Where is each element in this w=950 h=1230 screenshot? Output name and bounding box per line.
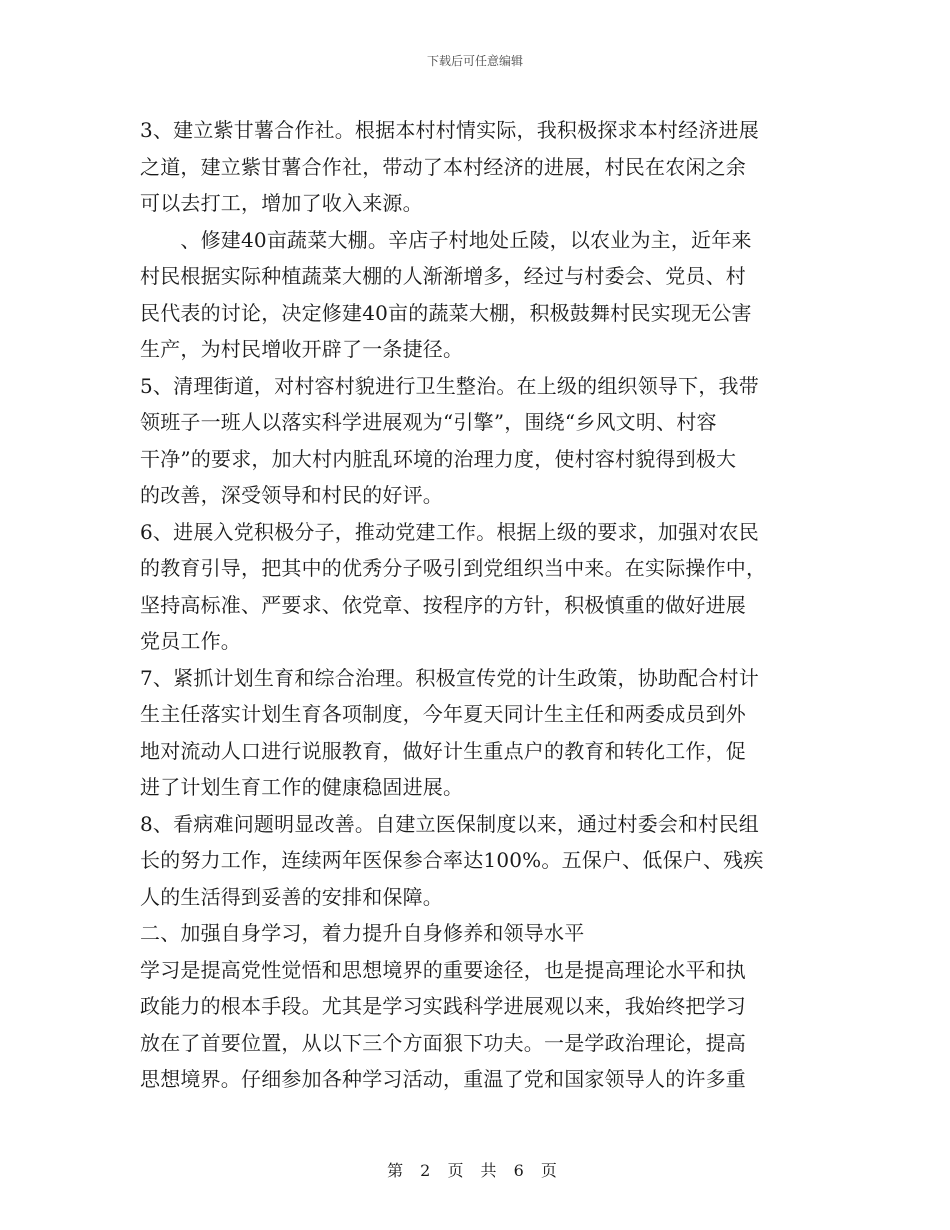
text-line: 领班子一班人以落实科学进展观为“引擎”，围绕“乡风文明、村容	[140, 410, 717, 434]
text-line: 生主任落实计划生育各项制度，今年夏天同计生主任和两委成员到外	[140, 702, 746, 726]
text-line: 放在了首要位置，从以下三个方面狠下功夫。一是学政治理论，提高	[140, 1030, 746, 1055]
text-line: 的改善，深受领导和村民的好评。	[140, 483, 443, 507]
text-line: 3、建立紫甘薯合作社。根据本村村情实际，我积极探求本村经济进展	[140, 118, 759, 142]
document-body	[140, 112, 820, 1098]
text-line: 进了计划生育工作的健康稳固进展。	[140, 775, 464, 799]
text-line: 人的生活得到妥善的安排和保障。	[140, 884, 443, 909]
text-line: 村民根据实际种植蔬菜大棚的人渐渐增多，经过与村委会、党员、村	[140, 264, 746, 288]
text-line: 学习是提高党性觉悟和思想境界的重要途径，也是提高理论水平和执	[140, 957, 746, 982]
text-line: 7、紧抓计划生育和综合治理。积极宣传党的计生政策，协助配合村计	[140, 665, 759, 690]
text-line: 的教育引导，把其中的优秀分子吸引到党组织当中来。在实际操作中，	[140, 556, 767, 580]
text-line: 干净”的要求，加大村内脏乱环境的治理力度，使村容村貌得到极大	[140, 446, 737, 471]
text-line: 思想境界。仔细参加各种学习活动，重温了党和国家领导人的许多重	[140, 1067, 746, 1091]
text-line: 生产，为村民增收开辟了一条捷径。	[140, 337, 464, 361]
text-line: 政能力的根本手段。尤其是学习实践科学进展观以来，我始终把学习	[140, 994, 746, 1018]
page-number-footer: 第 2 页 共 6 页	[387, 1161, 563, 1180]
page-header: 下载后可任意编辑	[426, 54, 523, 68]
text-line: 8、看病难问题明显改善。自建立医保制度以来，通过村委会和村民组	[140, 811, 759, 836]
text-line: 5、清理街道，对村容村貌进行卫生整治。在上级的组织领导下，我带	[140, 373, 759, 398]
text-line: 坚持高标准、严要求、依党章、按程序的方针，积极慎重的做好进展	[140, 592, 746, 617]
text-line: 党员工作。	[140, 629, 241, 653]
section-heading: 二、加强自身学习，着力提升自身修养和领导水平	[140, 921, 585, 945]
text-line: 地对流动人口进行说服教育，做好计生重点户的教育和转化工作，促	[140, 738, 746, 763]
text-line: 之道，建立紫甘薯合作社，带动了本村经济的进展，村民在农闲之余	[140, 154, 746, 179]
text-line: 可以去打工，增加了收入来源。	[140, 191, 423, 215]
text-line: 民代表的讨论，决定修建40亩的蔬菜大棚，积极鼓舞村民实现无公害	[140, 300, 752, 325]
text-line: 6、进展入党积极分子，推动党建工作。根据上级的要求，加强对农民	[140, 519, 759, 544]
text-line: 、修建40亩蔬菜大棚。辛店子村地处丘陵，以农业为主，近年来	[140, 227, 752, 252]
text-line: 长的努力工作，连续两年医保参合率达100%。五保户、低保户、残疾	[140, 848, 764, 872]
